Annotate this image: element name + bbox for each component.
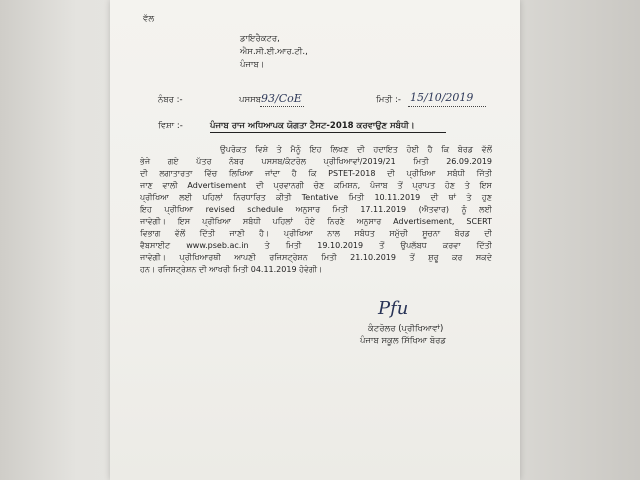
body-line: ਉਪਰੋਕਤ ਵਿਸ਼ੇ ਤੇ ਮੈਨੂੰ ਇਹ ਲਿਖਣ ਦੀ ਹਦਾਇਤ ਹੋਈ ਹੈ ਕਿ ਬੋਰਡ ਵੱਲੋਂ [220, 145, 492, 154]
subject-text: ਪੰਜਾਬ ਰਾਜ ਅਧਿਆਪਕ ਯੋਗਤਾ ਟੈਸਟ-2018 ਕਰਵਾਉਣ ਸਬੰਧੀ। [210, 121, 415, 131]
body-line: ਭੇਜੇ ਗਏ ਪੱਤਰ ਨੰਬਰ ਪਸਸਬ/ਕੰਟਰੋਲ ਪ੍ਰੀਖਿਆਵਾਂ/2019/21 ਮਿਤੀ 26.09.2019 [140, 157, 492, 166]
date-dotted-line [408, 106, 486, 107]
signatory-title: ਕੰਟਰੋਲਰ (ਪ੍ਰੀਖਿਆਵਾਂ) [368, 324, 444, 334]
body-line: ਦੀ ਲਗਾਤਾਰਤਾ ਵਿੱਚ ਲਿਖਿਆ ਜਾਂਦਾ ਹੈ ਕਿ PSTET-2018 ਦੀ ਪ੍ਰੀਖਿਆ ਸਬੰਧੀ ਜਿੱਤੀ [140, 169, 492, 178]
number-prefix: ਪਸਸਬ [239, 95, 262, 105]
number-dotted-line [260, 106, 304, 107]
letter-page [110, 0, 520, 480]
body-line: ਵਿਭਾਗ ਵੱਲੋਂ ਦਿੱਤੀ ਜਾਣੀ ਹੈ। ਪ੍ਰੀਖਿਆ ਨਾਲ ਸਬੰਧਤ ਸਮੁੱਚੀ ਸੂਚਨਾ ਬੋਰਡ ਦੀ [140, 229, 492, 238]
body-line: ਇਹ ਪ੍ਰੀਖਿਆ revised schedule ਅਨੁਸਾਰ ਮਿਤੀ 17.11.2019 (ਐਤਵਾਰ) ਨੂੰ ਲਈ [140, 205, 492, 214]
number-label: ਨੰਬਰ :- [158, 95, 183, 105]
subject-underline [210, 132, 446, 133]
body-line: ਹਨ। ਰਜਿਸਟ੍ਰੇਸ਼ਨ ਦੀ ਆਖਰੀ ਮਿਤੀ 04.11.2019 ਹੋਵੇਗੀ। [140, 265, 323, 274]
recipient-line-2: ਐਸ.ਸੀ.ਈ.ਆਰ.ਟੀ., [240, 47, 308, 57]
signatory-org: ਪੰਜਾਬ ਸਕੂਲ ਸਿੱਖਿਆ ਬੋਰਡ [360, 336, 446, 346]
body-line: ਵੈਬਸਾਈਟ www.pseb.ac.in ਤੇ ਮਿਤੀ 19.10.2019 ਤੋਂ ਉਪਲੱਬਧ ਕਰਵਾ ਦਿੱਤੀ [140, 241, 492, 250]
subject-label: ਵਿਸ਼ਾ :- [158, 121, 183, 131]
date-label: ਮਿਤੀ :- [376, 95, 401, 105]
recipient-line-3: ਪੰਜਾਬ। [240, 60, 265, 70]
body-line: ਪ੍ਰੀਖਿਆ ਲਈ ਪਹਿਲਾਂ ਨਿਰਧਾਰਿਤ ਕੀਤੀ Tentative ਮਿਤੀ 10.11.2019 ਦੀ ਥਾਂ ਤੇ ਹੁਣ [140, 193, 492, 202]
signature: Pfu [378, 298, 409, 319]
date-handwritten: 15/10/2019 [410, 91, 474, 104]
recipient-line-1: ਡਾਇਰੈਕਟਰ, [240, 34, 280, 44]
number-handwritten: 93/CoE [261, 92, 302, 105]
body-line: ਜਾਵੇਗੀ। ਇਸ ਪ੍ਰੀਖਿਆ ਸਬੰਧੀ ਪਹਿਲਾਂ ਹੋਏ ਨਿਰਣੇ ਅਨੁਸਾਰ Advertisement, SCERT [140, 217, 492, 226]
to-label: ਵੱਲ [143, 14, 155, 24]
body-line: ਜਾਣ ਵਾਲੀ Advertisement ਦੀ ਪ੍ਰਵਾਨਗੀ ਚੋਣ ਕਮਿਸ਼ਨ, ਪੰਜਾਬ ਤੋਂ ਪ੍ਰਾਪਤ ਹੋਣ ਤੇ ਇਸ [140, 181, 492, 190]
body-line: ਜਾਵੇਗੀ। ਪ੍ਰੀਖਿਆਰਥੀ ਆਪਣੀ ਰਜਿਸਟ੍ਰੇਸ਼ਨ ਮਿਤੀ 21.10.2019 ਤੋਂ ਸ਼ੁਰੂ ਕਰ ਸਕਦੇ [140, 253, 492, 262]
